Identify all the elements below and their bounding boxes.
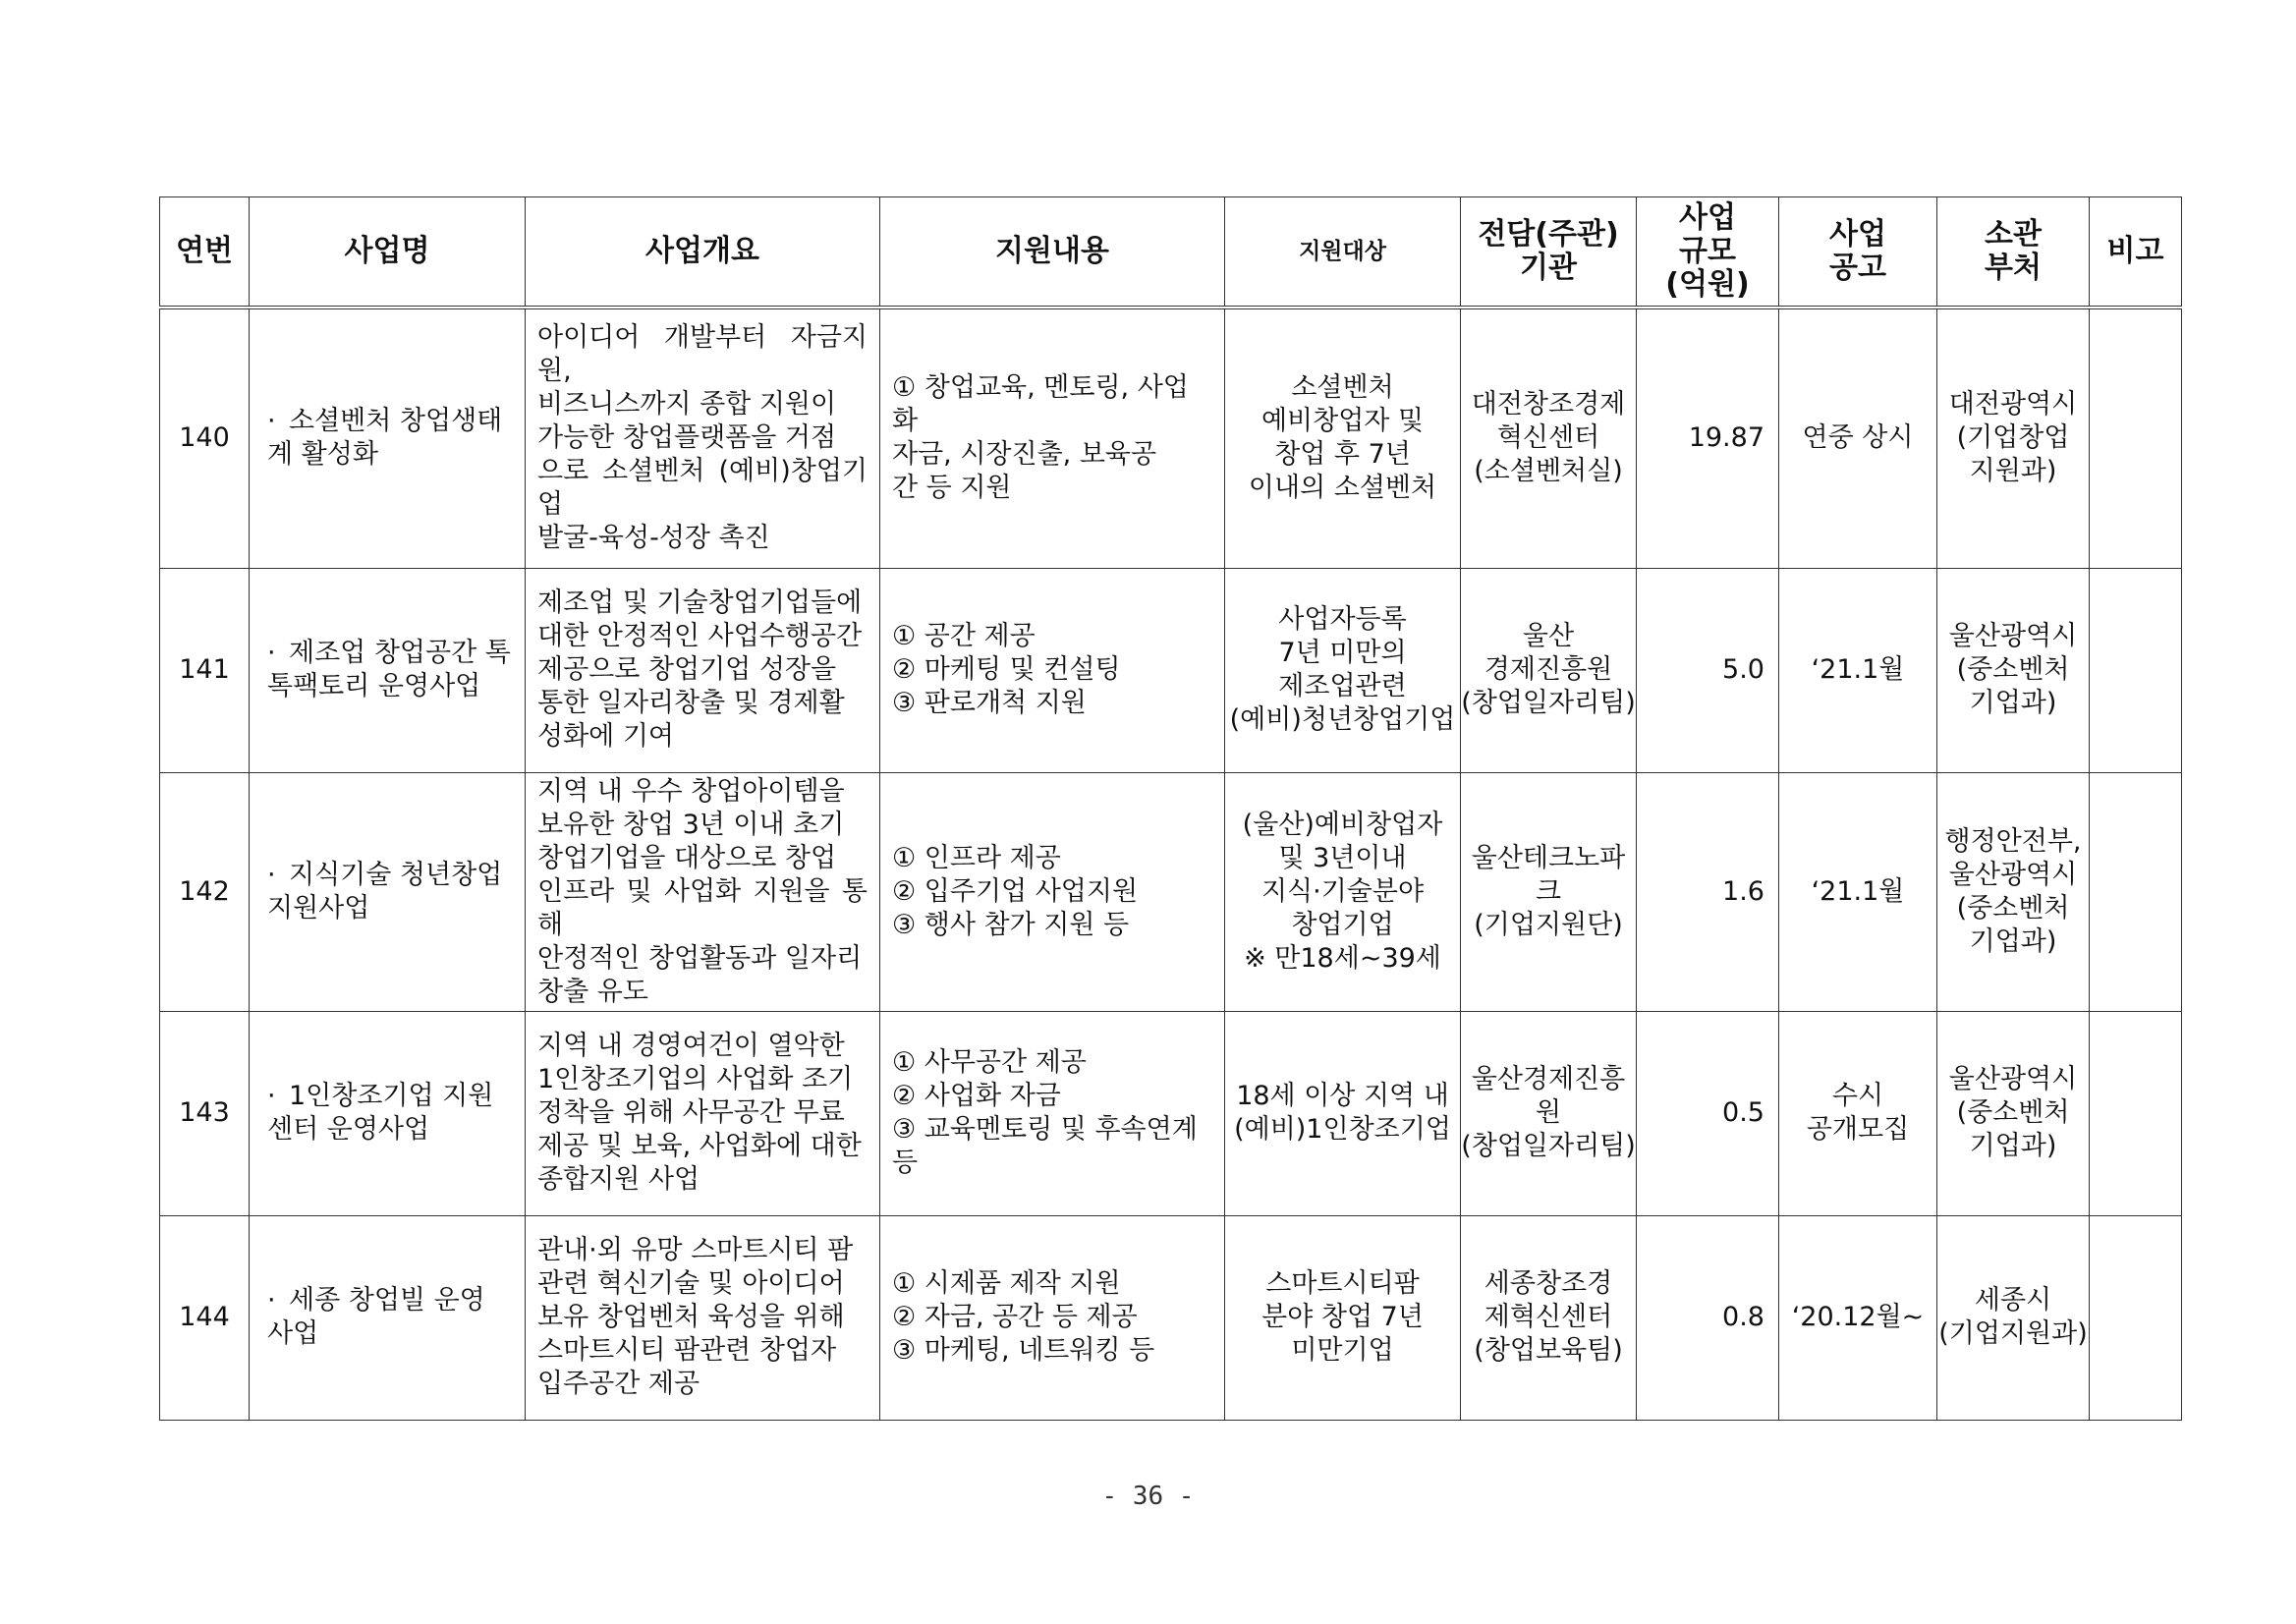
header-scale: 사업 규모 (억원) [1637, 197, 1779, 308]
cell-name [250, 308, 526, 568]
cell-scale: 1.6 [1637, 772, 1779, 1011]
cell-support: ① 공간 제공 ② 마케팅 및 컨설팅 ③ 판로개척 지원 [880, 568, 1225, 772]
cell-notice: 연중 상시 [1779, 308, 1937, 568]
bullet-icon: · [267, 859, 276, 890]
cell-ministry: 세종시 (기업지원과) [1937, 1215, 2090, 1420]
cell-agency: 울산경제진흥원 (창업일자리팀) [1461, 1011, 1637, 1215]
cell-remark [2090, 772, 2182, 1011]
cell-no: 144 [160, 1215, 250, 1420]
cell-ministry: 행정안전부, 울산광역시 (중소벤처 기업과) [1937, 772, 2090, 1011]
bullet-icon: · [267, 1081, 276, 1111]
cell-name [250, 568, 526, 772]
cell-agency: 대전창조경제 혁신센터 (소셜벤처실) [1461, 308, 1637, 568]
cell-support: ① 인프라 제공 ② 입주기업 사업지원 ③ 행사 참가 지원 등 [880, 772, 1225, 1011]
cell-scale: 0.8 [1637, 1215, 1779, 1420]
table-header-row [160, 197, 2182, 308]
page-number: - 36 - [1101, 1482, 1195, 1511]
cell-remark [2090, 1215, 2182, 1420]
cell-overview: 지역 내 경영여건이 열악한 1인창조기업의 사업화 조기 정착을 위해 사무공간 무료 제공 및 보육, 사업화에 대한 종합지원 사업 [526, 1011, 880, 1215]
cell-name-text: 1인창조기업 지원 센터 운영사업 [267, 1081, 494, 1145]
cell-agency: 울산 경제진흥원 (창업일자리팀) [1461, 568, 1637, 772]
business-table [159, 196, 2182, 1421]
cell-no: 142 [160, 772, 250, 1011]
bullet-icon: · [267, 638, 276, 668]
table-row [160, 1011, 2182, 1215]
cell-notice: ‘21.1월 [1779, 772, 1937, 1011]
cell-target: 스마트시티팜 분야 창업 7년 미만기업 [1225, 1215, 1461, 1420]
cell-agency: 울산테크노파크 (기업지원단) [1461, 772, 1637, 1011]
cell-name-text: 제조업 창업공간 톡톡팩토리 운영사업 [267, 638, 511, 701]
header-support: 지원내용 [880, 197, 1225, 308]
cell-support: ① 사무공간 제공 ② 사업화 자금 ③ 교육멘토링 및 후속연계 등 [880, 1011, 1225, 1215]
cell-support: ① 시제품 제작 지원 ② 자금, 공간 등 제공 ③ 마케팅, 네트워킹 등 [880, 1215, 1225, 1420]
header-agency: 전담(주관) 기관 [1461, 197, 1637, 308]
table-row [160, 308, 2182, 568]
header-notice: 사업 공고 [1779, 197, 1937, 308]
table-row [160, 772, 2182, 1011]
cell-notice: ‘21.1월 [1779, 568, 1937, 772]
cell-scale: 19.87 [1637, 308, 1779, 568]
cell-ministry: 대전광역시 (기업창업 지원과) [1937, 308, 2090, 568]
cell-no: 143 [160, 1011, 250, 1215]
cell-name-text: 세종 창업빌 운영 사업 [267, 1285, 485, 1349]
header-ministry: 소관 부처 [1937, 197, 2090, 308]
header-name: 사업명 [250, 197, 526, 308]
table-row [160, 568, 2182, 772]
cell-overview: 제조업 및 기술창업기업들에 대한 안정적인 사업수행공간 제공으로 창업기업 성장을 통한 일자리창출 및 경제활 성화에 기여 [526, 568, 880, 772]
header-target: 지원대상 [1225, 197, 1461, 308]
cell-name [250, 772, 526, 1011]
cell-notice: ‘20.12월~ [1779, 1215, 1937, 1420]
cell-target: (울산)예비창업자 및 3년이내 지식·기술분야 창업기업 ※ 만18세~39세 [1225, 772, 1461, 1011]
cell-no: 140 [160, 308, 250, 568]
cell-target: 18세 이상 지역 내 (예비)1인창조기업 [1225, 1011, 1461, 1215]
cell-name [250, 1215, 526, 1420]
cell-ministry: 울산광역시 (중소벤처 기업과) [1937, 1011, 2090, 1215]
cell-agency: 세종창조경 제혁신센터 (창업보육팀) [1461, 1215, 1637, 1420]
cell-support: ① 창업교육, 멘토링, 사업화 자금, 시장진출, 보육공 간 등 지원 [880, 308, 1225, 568]
cell-name-text: 소셜벤처 창업생태계 활성화 [267, 406, 503, 471]
cell-remark [2090, 568, 2182, 772]
cell-scale: 5.0 [1637, 568, 1779, 772]
cell-no: 141 [160, 568, 250, 772]
cell-overview: 아이디어 개발부터 자금지원, 비즈니스까지 종합 지원이 가능한 창업플랫폼을 거점 으로 소셜벤처 (예비)창업기업 발굴-육성-성장 촉진 [526, 308, 880, 568]
cell-ministry: 울산광역시 (중소벤처 기업과) [1937, 568, 2090, 772]
bullet-icon: · [267, 406, 276, 437]
cell-overview: 관내·외 유망 스마트시티 팜 관련 혁신기술 및 아이디어 보유 창업벤처 육성을 위해 스마트시티 팜관련 창업자 입주공간 제공 [526, 1215, 880, 1420]
cell-target: 소셜벤처 예비창업자 및 창업 후 7년 이내의 소셜벤처 [1225, 308, 1461, 568]
cell-notice: 수시 공개모집 [1779, 1011, 1937, 1215]
cell-scale: 0.5 [1637, 1011, 1779, 1215]
cell-overview: 지역 내 우수 창업아이템을 보유한 창업 3년 이내 초기 창업기업을 대상으로 창업 인프라 및 사업화 지원을 통해 안정적인 창업활동과 일자리 창출 유도 [526, 772, 880, 1011]
bullet-icon: · [267, 1285, 276, 1316]
header-overview: 사업개요 [526, 197, 880, 308]
cell-remark [2090, 308, 2182, 568]
cell-name-text: 지식기술 청년창업 지원사업 [267, 859, 503, 924]
header-no: 연번 [160, 197, 250, 308]
cell-name [250, 1011, 526, 1215]
table-row [160, 1215, 2182, 1420]
cell-target: 사업자등록 7년 미만의 제조업관련 (예비)청년창업기업 [1225, 568, 1461, 772]
header-remark: 비고 [2090, 197, 2182, 308]
cell-remark [2090, 1011, 2182, 1215]
